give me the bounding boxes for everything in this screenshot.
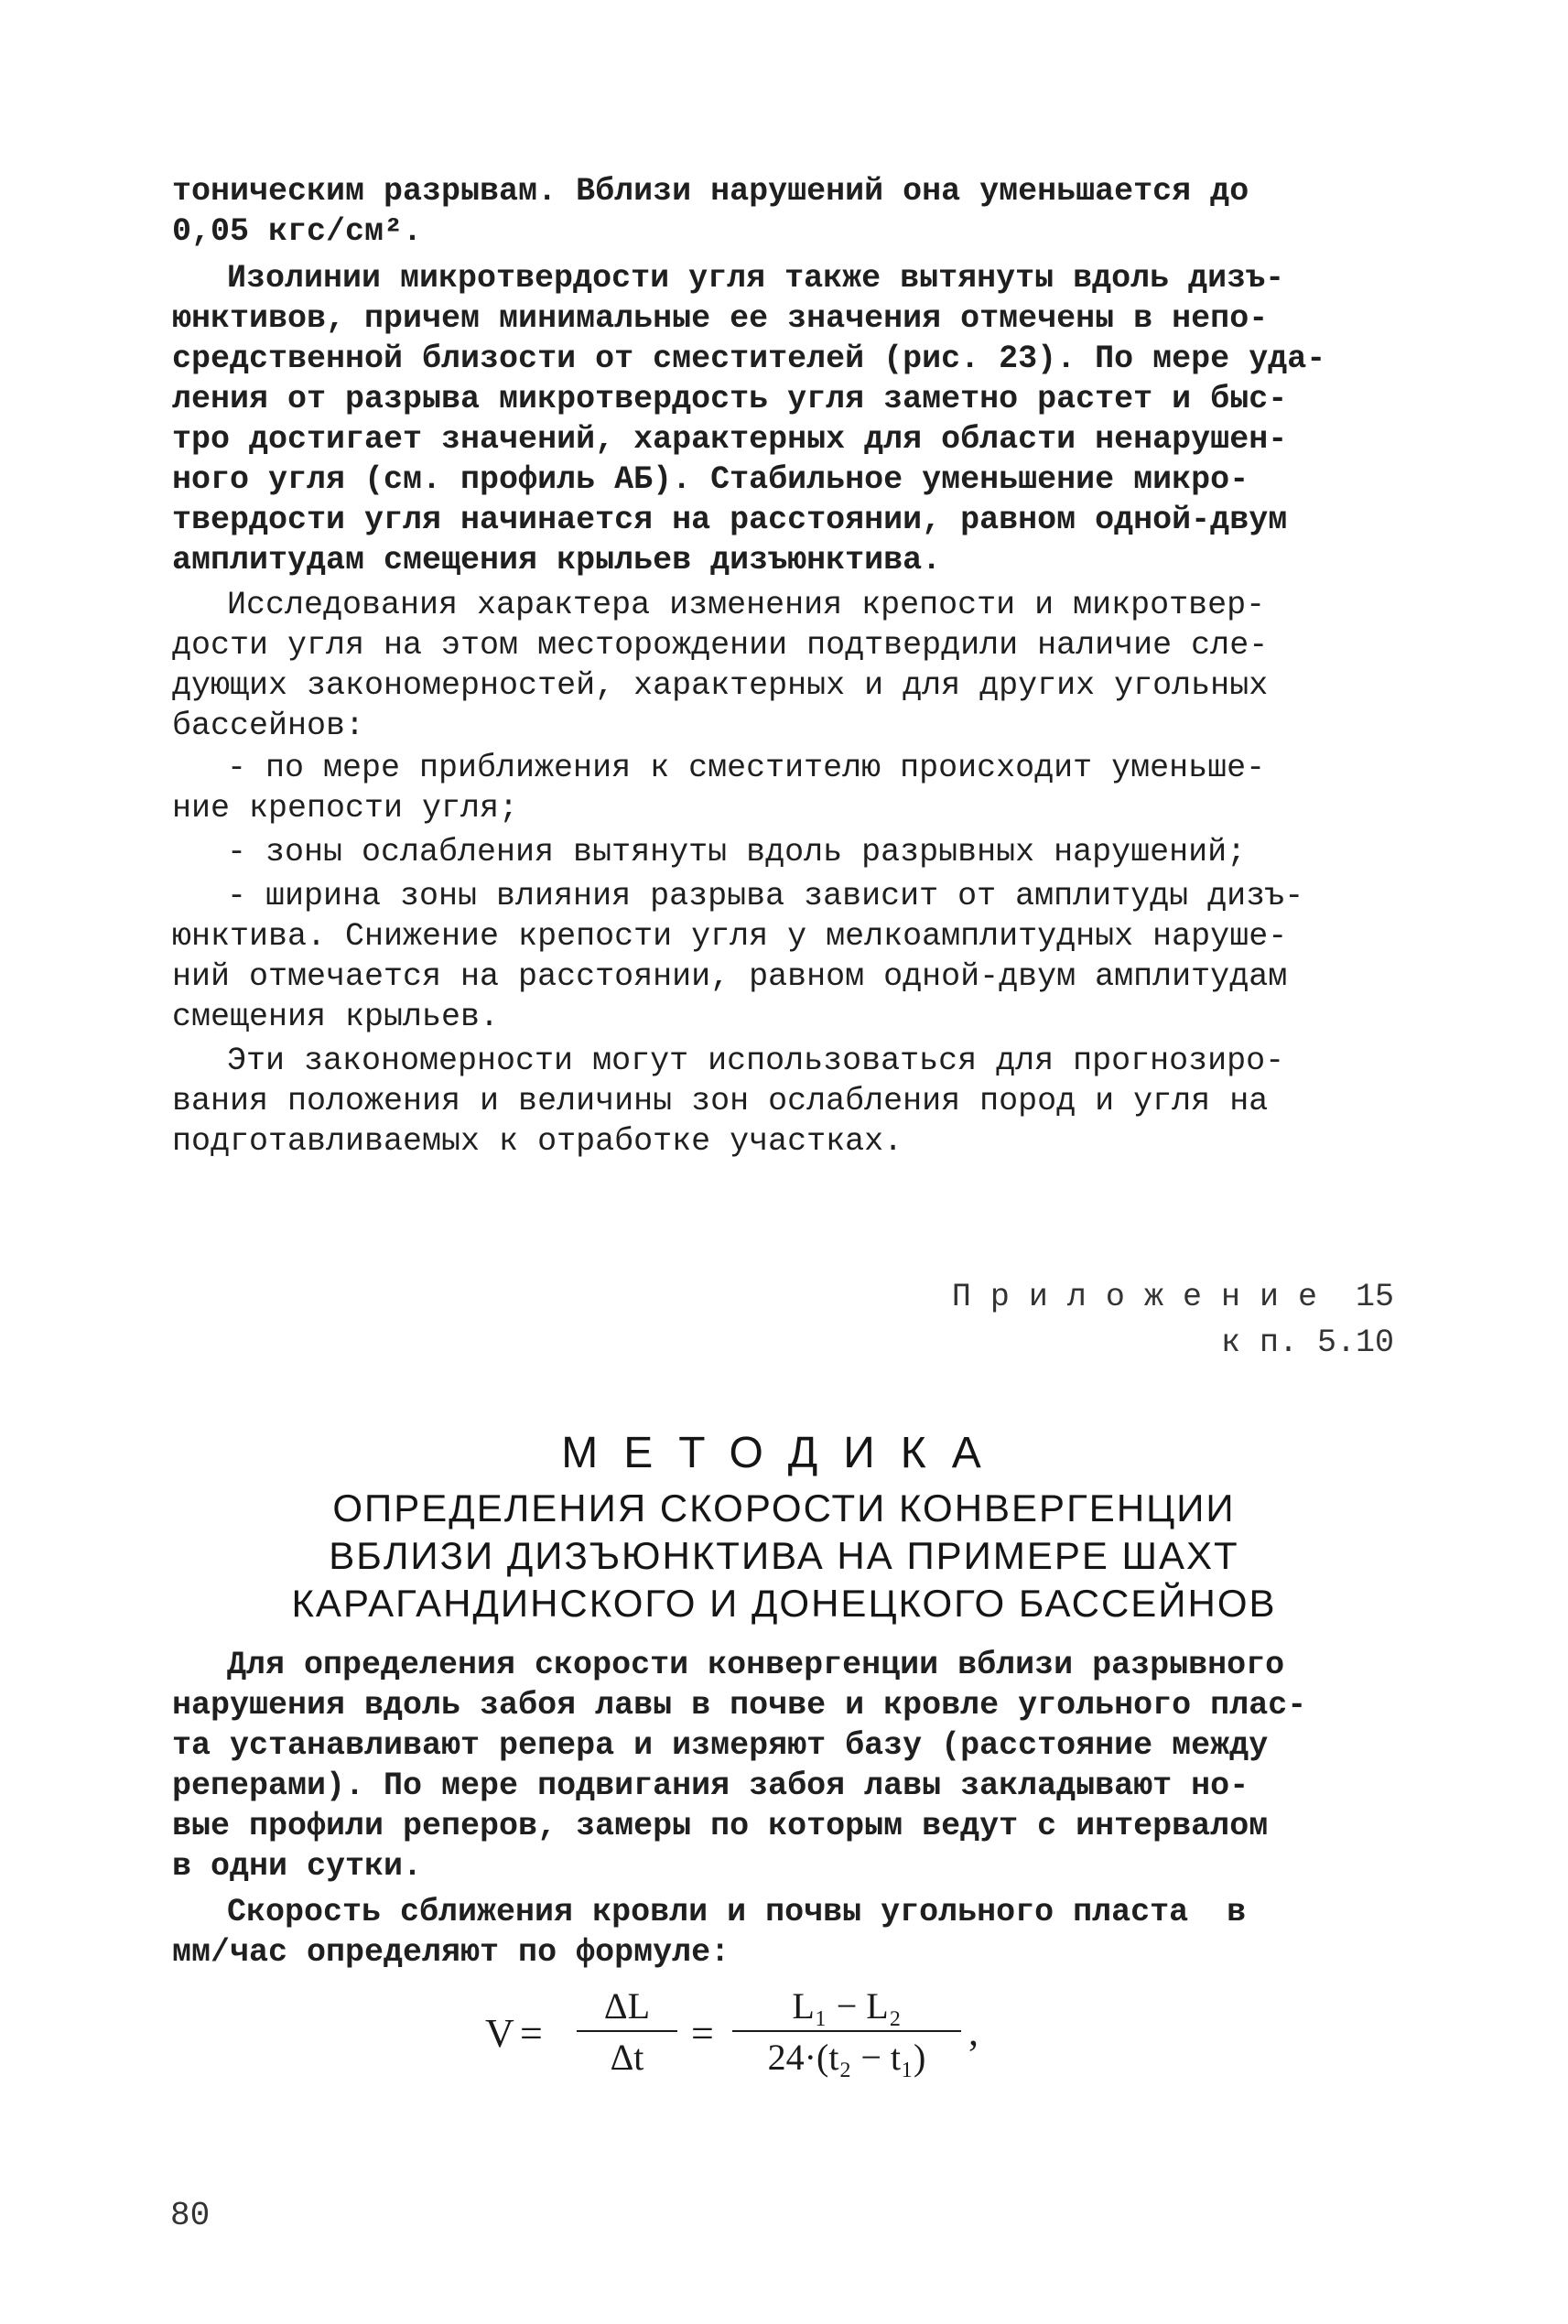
document-subtitle-line: КАРАГАНДИНСКОГО И ДОНЕЦКОГО БАССЕЙНОВ — [291, 1582, 1277, 1625]
text-line: та устанавливают репера и измеряют базу (расстояние между — [172, 1727, 1269, 1764]
list-item: ние крепости угля; — [172, 790, 519, 827]
text-line: вания положения и величины зон ослабления пород и угля на — [172, 1083, 1269, 1119]
text-line: ления от разрыва микротвердость угля заметно растет и быс- — [172, 381, 1288, 417]
text-line: мм/час определяют по формуле: — [172, 1934, 730, 1971]
text-line: амплитудам смещения крыльев дизъюнктива. — [172, 542, 942, 578]
text-line: Изолинии микротвердости угля также вытянуты вдоль дизъ- — [227, 260, 1285, 297]
document-subtitle-line: ОПРЕДЕЛЕНИЯ СКОРОСТИ КОНВЕРГЕНЦИИ — [332, 1486, 1236, 1530]
text-line: Для определения скорости конвергенции вблизи разрывного — [227, 1647, 1285, 1683]
text-line: в одни сутки. — [172, 1848, 423, 1885]
text-line: средственной близости от сместителей (рис. 23). По мере уда- — [172, 340, 1326, 377]
convergence-formula — [485, 1984, 1034, 2085]
text-line: 0,05 кгс/см². — [172, 213, 423, 250]
text-line: бассейнов: — [172, 708, 365, 744]
appendix-label: П р и л о ж е н и е 15 — [951, 1279, 1394, 1315]
formula-denominator: Δt — [610, 2037, 644, 2078]
text-line: нарушения вдоль забоя лавы в почве и кровле угольного плас- — [172, 1687, 1307, 1724]
text-line: дости угля на этом месторождении подтвердили наличие сле- — [172, 627, 1269, 664]
fraction-bar — [577, 2030, 677, 2032]
list-item: ний отмечается на расстоянии, равном одной-двум амплитудам — [172, 958, 1288, 995]
formula-denominator: 24·(t₂ − t₁) — [767, 2037, 926, 2078]
formula-tail: , — [968, 2009, 979, 2054]
formula-numerator: L₁ − L₂ — [792, 1985, 902, 2027]
text-line: Скорость сближения кровли и почвы угольного пласта в — [227, 1894, 1247, 1930]
text-line: ного угля (см. профиль АБ). Стабильное уменьшение микро- — [172, 461, 1249, 498]
list-item: - ширина зоны влияния разрыва зависит от амплитуды дизъ- — [227, 878, 1304, 914]
formula-lhs: V — [485, 2011, 514, 2056]
text-line: реперами). По мере подвигания забоя лавы закладывают но- — [172, 1767, 1249, 1804]
page-number: 80 — [170, 2197, 211, 2234]
fraction-bar — [732, 2030, 961, 2032]
text-line: тро достигает значений, характерных для области ненарушен- — [172, 421, 1288, 458]
appendix-reference: к п. 5.10 — [1220, 1324, 1394, 1361]
text-line: твердости угля начинается на расстоянии, равном одной-двум — [172, 502, 1288, 538]
text-line: тоническим разрывам. Вблизи нарушений она уменьшается до — [172, 173, 1249, 210]
formula-equals: = — [520, 2011, 543, 2056]
document-subtitle-line: ВБЛИЗИ ДИЗЪЮНКТИВА НА ПРИМЕРЕ ШАХТ — [329, 1534, 1239, 1577]
text-line: вые профили реперов, замеры по которым ведут с интервалом — [172, 1808, 1269, 1844]
text-line: дующих закономерностей, характерных и для других угольных — [172, 667, 1269, 704]
text-line: подготавливаемых к отработке участках. — [172, 1123, 903, 1160]
formula-equals: = — [691, 2011, 714, 2056]
list-item: смещения крыльев. — [172, 999, 500, 1035]
text-line: юнктивов, причем минимальные ее значения отмечены в непо- — [172, 300, 1269, 337]
text-line: Исследования характера изменения крепости и микротвер- — [227, 587, 1266, 623]
formula-numerator: ΔL — [603, 1985, 651, 2027]
list-item: - по мере приближения к сместителю происходит уменьше- — [227, 750, 1266, 786]
text-line: Эти закономерности могут использоваться для прогнозиро- — [227, 1043, 1285, 1079]
list-item: юнктива. Снижение крепости угля у мелкоамплитудных наруше- — [172, 918, 1288, 955]
document-title: МЕТОДИКА — [561, 1429, 1007, 1477]
list-item: - зоны ослабления вытянуты вдоль разрывных нарушений; — [227, 834, 1247, 870]
